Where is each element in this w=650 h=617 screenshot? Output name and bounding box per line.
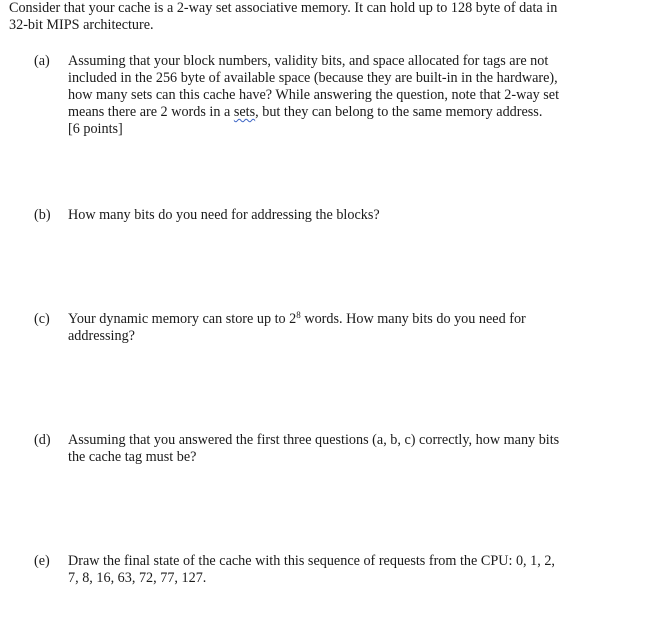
question-line [68, 311, 614, 328]
question-line: Draw the final state of the cache with this sequence of requests from the CPU: 0, 1, 2, [68, 553, 555, 569]
question-label: (d) [34, 432, 51, 448]
question-d [34, 432, 614, 466]
question-label: (e) [34, 553, 50, 569]
points-label: [6 points] [68, 121, 123, 137]
question-line: the cache tag must be? [68, 449, 197, 465]
problem-intro [9, 0, 629, 34]
question-text [68, 207, 614, 224]
text-segment: , but they can belong to the same memory address. [255, 104, 543, 120]
exponent: 8 [296, 310, 301, 320]
question-line [68, 104, 614, 121]
text-segment: means there are 2 words in a [68, 104, 234, 120]
question-label: (b) [34, 207, 51, 223]
question-b [34, 207, 614, 224]
question-c [34, 311, 614, 345]
text-segment: words. How many bits do you need for [300, 311, 526, 327]
question-line: Assuming that you answered the first three questions (a, b, c) correctly, how many bits [68, 432, 560, 448]
question-text [68, 553, 614, 587]
question-label: (c) [34, 311, 50, 327]
question-line: included in the 256 byte of available space (because they are built-in in the hardware), [68, 70, 558, 86]
question-text [68, 311, 614, 345]
question-a [34, 53, 614, 138]
spellcheck-marked-word: sets [233, 104, 256, 120]
question-line: How many bits do you need for addressing the blocks? [68, 207, 380, 223]
question-label: (a) [34, 53, 50, 69]
text-segment: Your dynamic memory can store up to 2 [68, 311, 297, 327]
question-line: 7, 8, 16, 63, 72, 77, 127. [68, 570, 207, 586]
question-line: addressing? [68, 328, 135, 344]
intro-line-2: 32-bit MIPS architecture. [9, 17, 154, 33]
question-line: how many sets can this cache have? While answering the question, note that 2-way set [68, 87, 560, 103]
question-text [68, 432, 614, 466]
intro-line-1: Consider that your cache is a 2-way set associative memory. It can hold up to 128 byte of data in [9, 0, 558, 16]
question-line: Assuming that your block numbers, validity bits, and space allocated for tags are not [68, 53, 549, 69]
question-text [68, 53, 614, 138]
question-e [34, 553, 614, 587]
